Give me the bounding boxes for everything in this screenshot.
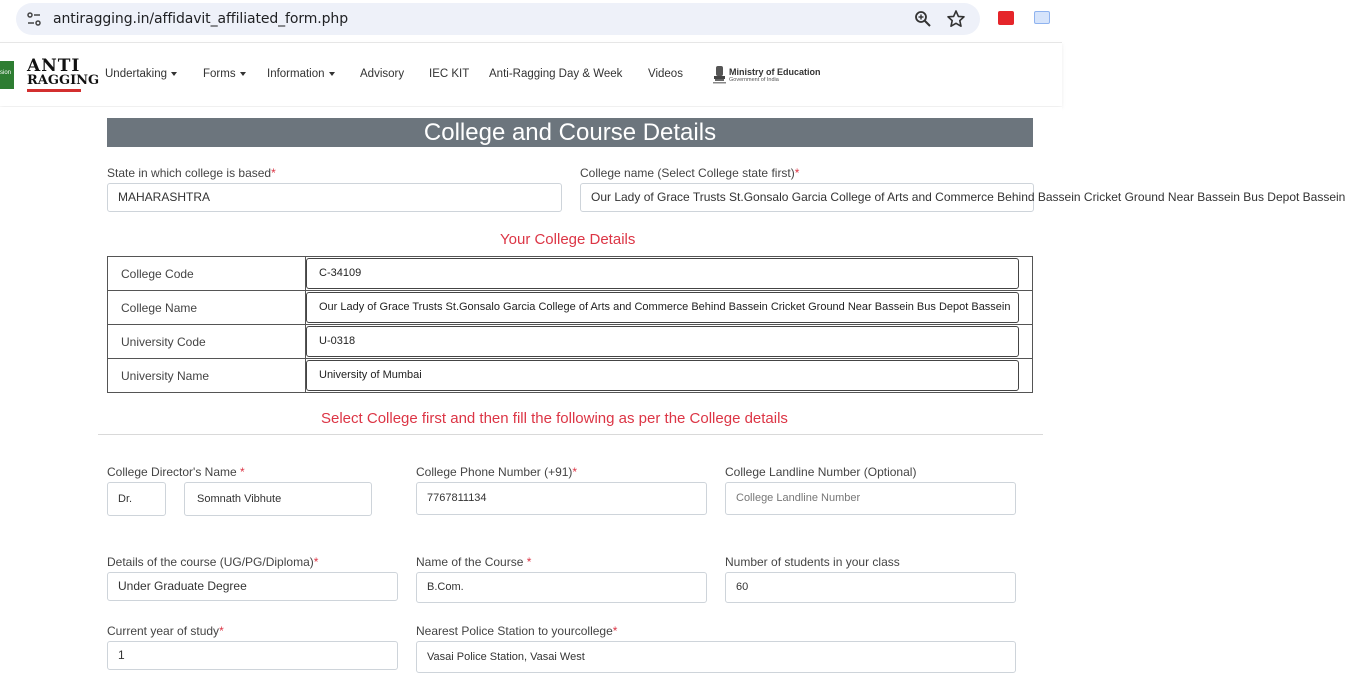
required-mark: *: [219, 624, 224, 638]
caret-down-icon: [171, 72, 177, 76]
table-row: [108, 359, 1033, 393]
nav-item-videos[interactable]: Videos: [648, 68, 683, 80]
star-icon[interactable]: [946, 9, 966, 29]
college-code-key: College Code: [108, 257, 306, 291]
phone-input[interactable]: 7767811134: [416, 482, 707, 515]
browser-toolbar: [0, 0, 1062, 40]
extension-icon[interactable]: [998, 11, 1014, 25]
nav-item-anti-ragging-day[interactable]: Anti-Ragging Day & Week: [489, 68, 623, 80]
left-gutter: [0, 107, 87, 684]
nav-item-advisory[interactable]: Advisory: [360, 68, 405, 80]
divider: [98, 434, 1043, 435]
landline-input[interactable]: [725, 482, 1016, 515]
police-station-input[interactable]: Vasai Police Station, Vasai West: [416, 641, 1016, 673]
director-prefix-select[interactable]: Dr.: [107, 482, 166, 516]
required-mark: *: [313, 555, 319, 569]
anti-ragging-logo[interactable]: [27, 56, 100, 92]
course-details-select[interactable]: Under Graduate Degree: [107, 572, 398, 601]
course-details-label: Details of the course (UG/PG/Diploma)*: [107, 555, 319, 569]
course-name-label: Name of the Course *: [416, 555, 532, 569]
table-row: [108, 257, 1033, 291]
year-select[interactable]: 1: [107, 641, 398, 670]
college-name-field[interactable]: Our Lady of Grace Trusts St.Gonsalo Garcia College of Arts and Commerce Behind Bassein Cricket Ground Near Bassein Bus Depot Bassein: [306, 292, 1019, 323]
college-code-field[interactable]: C-34109: [306, 258, 1019, 289]
nav-item-information[interactable]: Information: [267, 68, 335, 80]
table-row: [108, 325, 1033, 359]
address-bar[interactable]: [16, 3, 980, 35]
table-row: [108, 291, 1033, 325]
college-name-select[interactable]: Our Lady of Grace Trusts St.Gonsalo Garcia College of Arts and Commerce Behind Bassein Cricket Ground Near Bassein Bus Depot Bassein: [580, 183, 1034, 212]
commission-badge[interactable]: [0, 61, 14, 89]
nav-item-iec-kit[interactable]: IEC KIT: [429, 68, 470, 80]
landline-label: College Landline Number (Optional): [725, 465, 917, 479]
college-name-label: College name (Select College state first)*: [580, 166, 800, 180]
your-college-details-heading: Your College Details: [500, 231, 636, 248]
site-info-icon[interactable]: [26, 11, 42, 27]
logo-underline: [27, 89, 81, 92]
required-mark: *: [572, 465, 578, 479]
police-station-label: Nearest Police Station to yourcollege*: [416, 624, 618, 638]
university-name-field[interactable]: University of Mumbai: [306, 360, 1019, 391]
ministry-subtitle: Government of India: [729, 77, 779, 83]
students-label: Number of students in your class: [725, 555, 900, 569]
state-select[interactable]: MAHARASHTRA: [107, 183, 562, 212]
extension-icon[interactable]: [1034, 11, 1050, 24]
required-mark: *: [240, 465, 245, 479]
state-label: State in which college is based*: [107, 166, 276, 180]
required-mark: *: [612, 624, 618, 638]
logo-text-bottom: RAGGING: [27, 73, 100, 88]
logo-text-top: ANTI: [27, 56, 81, 76]
college-details-table: [107, 256, 1033, 393]
director-name-input[interactable]: Somnath Vibhute: [184, 482, 372, 516]
director-name-label: College Director's Name *: [107, 465, 245, 479]
instruction-text: Select College first and then fill the following as per the College details: [321, 410, 788, 427]
students-input[interactable]: 60: [725, 572, 1016, 603]
national-emblem-icon: [713, 64, 726, 86]
course-name-input[interactable]: B.Com.: [416, 572, 707, 603]
url-text[interactable]: antiragging.in/affidavit_affiliated_form.php: [53, 11, 348, 27]
college-name-key: College Name: [108, 291, 306, 325]
caret-down-icon: [240, 72, 246, 76]
required-mark: *: [526, 555, 532, 569]
nav-item-forms[interactable]: Forms: [203, 68, 246, 80]
zoom-icon[interactable]: [914, 10, 932, 28]
phone-label: College Phone Number (+91)*: [416, 465, 578, 479]
year-label: Current year of study*: [107, 624, 224, 638]
university-code-key: University Code: [108, 325, 306, 359]
badge-text: sion: [0, 70, 12, 76]
required-mark: *: [794, 166, 800, 180]
ministry-title: Ministry of Education: [729, 67, 821, 77]
university-code-field[interactable]: U-0318: [306, 326, 1019, 357]
caret-down-icon: [329, 72, 335, 76]
landline-placeholder: College Landline Number: [736, 492, 861, 504]
required-mark: *: [271, 166, 276, 180]
university-name-key: University Name: [108, 359, 306, 393]
site-navbar: [0, 42, 1062, 106]
section-heading: College and Course Details: [107, 118, 1033, 147]
nav-item-undertaking[interactable]: Undertaking: [105, 68, 177, 80]
